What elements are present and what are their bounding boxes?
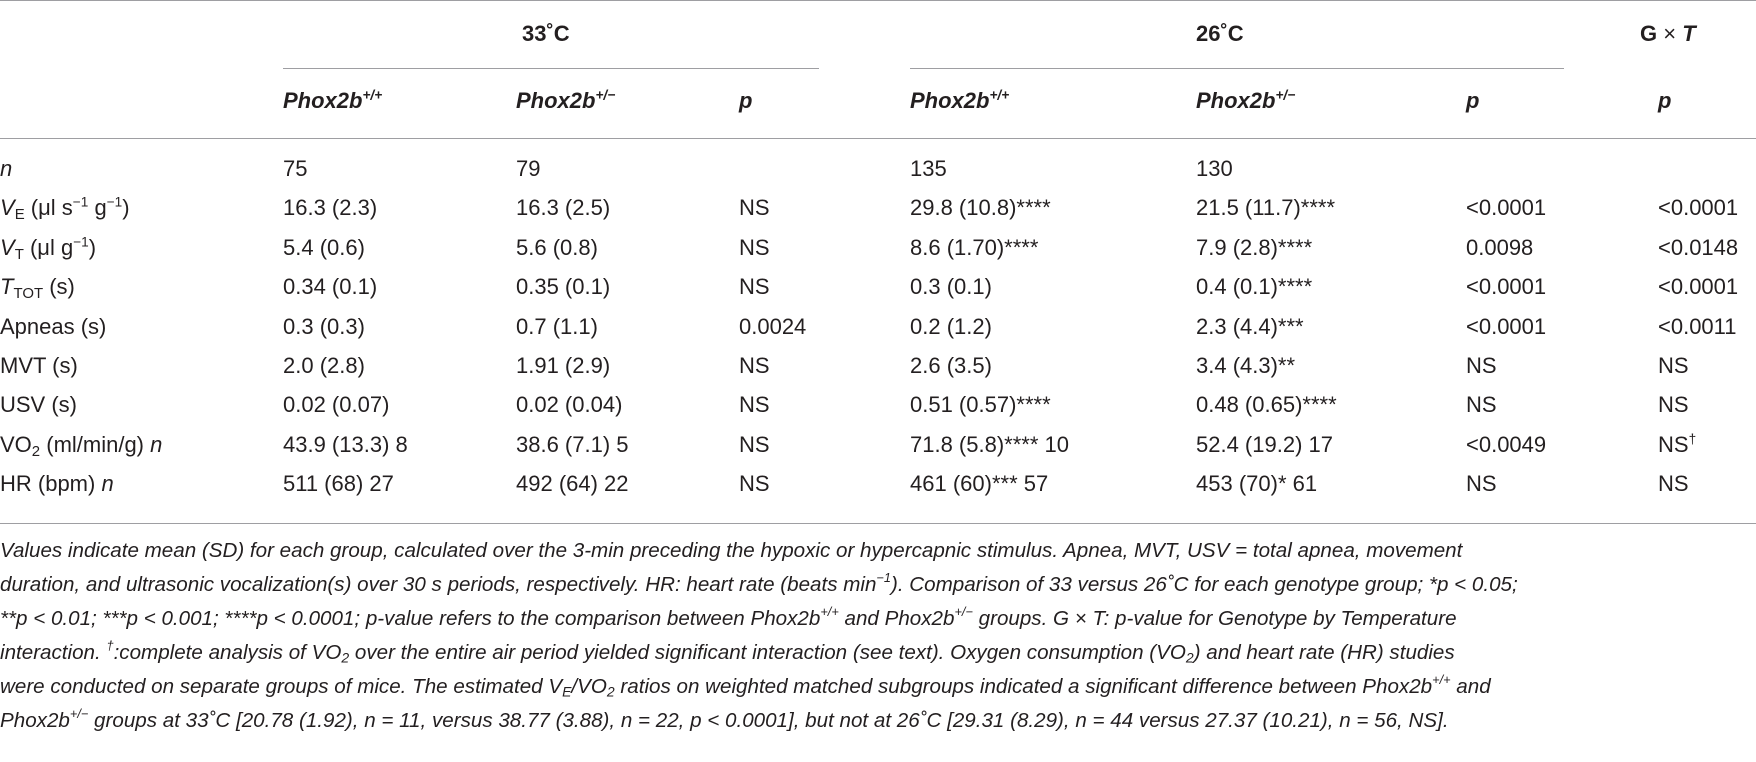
cell-p-26: NS: [1466, 392, 1497, 417]
cell-het-26: 0.4 (0.1)****: [1196, 274, 1313, 299]
cell-het-26: 2.3 (4.4)***: [1196, 314, 1304, 339]
cell-het-26: 21.5 (11.7)****: [1196, 195, 1336, 220]
cell-p-33: NS: [739, 195, 770, 220]
cell-het-33: 492 (64) 22: [516, 471, 629, 496]
cell-wt-33: 0.34 (0.1): [283, 274, 378, 299]
footnote-line: Values indicate mean (SD) for each group, calculated over the 3-min preceding the hypoxic or hypercapnic stimulus. Apnea, MVT, USV = total apnea, movement: [0, 539, 1463, 562]
cell-het-26: 0.48 (0.65)****: [1196, 392, 1337, 417]
gxt-g: G: [1640, 21, 1658, 46]
row-label: $V_E$ (μl $s^{-1}$ $g^{-1}$): [0, 194, 130, 224]
cell-p-26: <0.0001: [1466, 274, 1547, 299]
cell-het-33: 79: [516, 156, 541, 181]
row-label: $T_{TOT}$ (s): [0, 274, 75, 303]
group-header-26c: 26˚C: [1196, 21, 1244, 46]
col-header-33-wt: [283, 88, 382, 114]
col-gene: Phox2b: [283, 88, 363, 113]
group-rule-33c: [283, 68, 819, 69]
col-genotype: +/−: [1275, 87, 1296, 103]
cell-p-33: NS: [739, 235, 770, 260]
col-gene: Phox2b: [516, 88, 596, 113]
cell-wt-26: 135: [910, 156, 947, 181]
cell-p-33: 0.0024: [739, 314, 807, 339]
group-header-gxt: [1640, 21, 1696, 47]
col-gene: Phox2b: [910, 88, 990, 113]
cell-het-33: 16.3 (2.5): [516, 195, 611, 220]
col-genotype: +/+: [989, 87, 1010, 103]
cell-p-26: NS: [1466, 353, 1497, 378]
cell-p-33: NS: [739, 274, 770, 299]
cell-wt-26: 0.51 (0.57)****: [910, 392, 1051, 417]
footnote-line: **p < 0.01; ***p < 0.001; ****p < 0.0001; p-value refers to the comparison between Phox2b+/+ and Phox2b+/− groups. G × T: p-value for Genotype by Temperature: [0, 604, 1457, 630]
cell-p-gxt: <0.0001: [1658, 195, 1739, 220]
cell-wt-33: 75: [283, 156, 308, 181]
cell-p-gxt: NS: [1658, 471, 1689, 496]
col-header-33-p: p: [739, 88, 753, 113]
cell-wt-33: 0.02 (0.07): [283, 392, 390, 417]
row-label: Apneas (s): [0, 314, 107, 339]
header-rule: [0, 138, 1756, 139]
cell-het-33: 0.7 (1.1): [516, 314, 598, 339]
cell-p-26: 0.0098: [1466, 235, 1534, 260]
cell-het-33: 5.6 (0.8): [516, 235, 598, 260]
gxt-t: T: [1682, 21, 1696, 46]
cell-p-26: <0.0001: [1466, 314, 1547, 339]
cell-p-26: <0.0001: [1466, 195, 1547, 220]
cell-p-33: NS: [739, 432, 770, 457]
row-label: n: [0, 156, 13, 181]
footnote-line: interaction. †:complete analysis of $VO_2$ over the entire air period yielded significant interaction (see text). Oxygen consumption $(VO_2)$ and heart rate (HR) studies: [0, 638, 1455, 666]
cell-het-33: 0.35 (0.1): [516, 274, 611, 299]
cell-p-26: NS: [1466, 471, 1497, 496]
cell-het-26: 7.9 (2.8)****: [1196, 235, 1313, 260]
cell-wt-26: 0.2 (1.2): [910, 314, 992, 339]
cell-het-26: 130: [1196, 156, 1233, 181]
col-genotype: +/−: [595, 87, 616, 103]
cell-wt-26: 0.3 (0.1): [910, 274, 992, 299]
cell-p-gxt: NS: [1658, 392, 1689, 417]
cell-wt-26: 71.8 (5.8)**** 10: [910, 432, 1069, 457]
cell-het-26: 453 (70)* 61: [1196, 471, 1318, 496]
col-header-gxt-p: p: [1658, 88, 1672, 113]
cell-p-gxt: <0.0148: [1658, 235, 1739, 260]
cell-wt-33: 2.0 (2.8): [283, 353, 365, 378]
cell-wt-33: 0.3 (0.3): [283, 314, 365, 339]
group-header-33c: 33˚C: [522, 21, 570, 46]
cell-p-gxt: NS: [1658, 353, 1689, 378]
col-header-33-het: [516, 88, 615, 114]
col-genotype: +/+: [362, 87, 383, 103]
row-label: MVT (s): [0, 353, 78, 378]
cell-wt-33: 511 (68) 27: [283, 471, 394, 496]
cell-wt-26: 461 (60)*** 57: [910, 471, 1049, 496]
footnote-line: were conducted on separate groups of mice. The estimated $V_E/VO_2$ ratios on weighted matched subgroups indicated a significant difference between Phox2b+/+ and: [0, 672, 1491, 700]
cell-wt-26: 2.6 (3.5): [910, 353, 992, 378]
top-rule: [0, 0, 1756, 1]
gxt-x: ×: [1663, 21, 1677, 46]
cell-p-gxt: <0.0001: [1658, 274, 1739, 299]
col-gene: Phox2b: [1196, 88, 1276, 113]
cell-p-gxt: NS†: [1658, 431, 1697, 457]
row-label: $V_T$ (μl $g^{-1}$): [0, 234, 97, 264]
cell-p-26: <0.0049: [1466, 432, 1547, 457]
cell-wt-26: 29.8 (10.8)****: [910, 195, 1051, 220]
row-label: USV (s): [0, 392, 77, 417]
cell-wt-33: 5.4 (0.6): [283, 235, 365, 260]
footnote-line: duration, and ultrasonic vocalization(s) over 30 s periods, respectively. HR: heart rate (beats $\min^{-1}$). Comparison of 33 versus 26˚C for each genotype group; *p < 0.05;: [0, 570, 1518, 596]
bottom-rule: [0, 523, 1756, 524]
cell-het-26: 52.4 (19.2) 17: [1196, 432, 1333, 457]
table-footnote: [0, 534, 1740, 738]
cell-wt-33: 43.9 (13.3) 8: [283, 432, 408, 457]
row-label: HR (bpm) n: [0, 471, 114, 496]
col-header-26-het: [1196, 88, 1295, 114]
cell-p-33: NS: [739, 353, 770, 378]
cell-p-33: NS: [739, 471, 770, 496]
footnote-line: Phox2b+/− groups at 33˚C [20.78 (1.92), n = 11, versus 38.77 (3.88), n = 22, p < 0.0001], but not at 26˚C [29.31 (8.29), n = 44 versus 27.37 (10.21), n = 56, NS].: [0, 706, 1449, 732]
cell-wt-26: 8.6 (1.70)****: [910, 235, 1039, 260]
col-header-26-wt: [910, 88, 1009, 114]
cell-het-33: 0.02 (0.04): [516, 392, 623, 417]
col-header-26-p: p: [1466, 88, 1480, 113]
group-rule-26c: [910, 68, 1564, 69]
cell-wt-33: 16.3 (2.3): [283, 195, 378, 220]
cell-p-33: NS: [739, 392, 770, 417]
cell-het-33: 38.6 (7.1) 5: [516, 432, 629, 457]
cell-het-33: 1.91 (2.9): [516, 353, 611, 378]
cell-p-gxt: <0.0011: [1658, 314, 1737, 339]
cell-het-26: 3.4 (4.3)**: [1196, 353, 1296, 378]
row-label: $VO_2$ (ml/min/g) n: [0, 432, 163, 461]
